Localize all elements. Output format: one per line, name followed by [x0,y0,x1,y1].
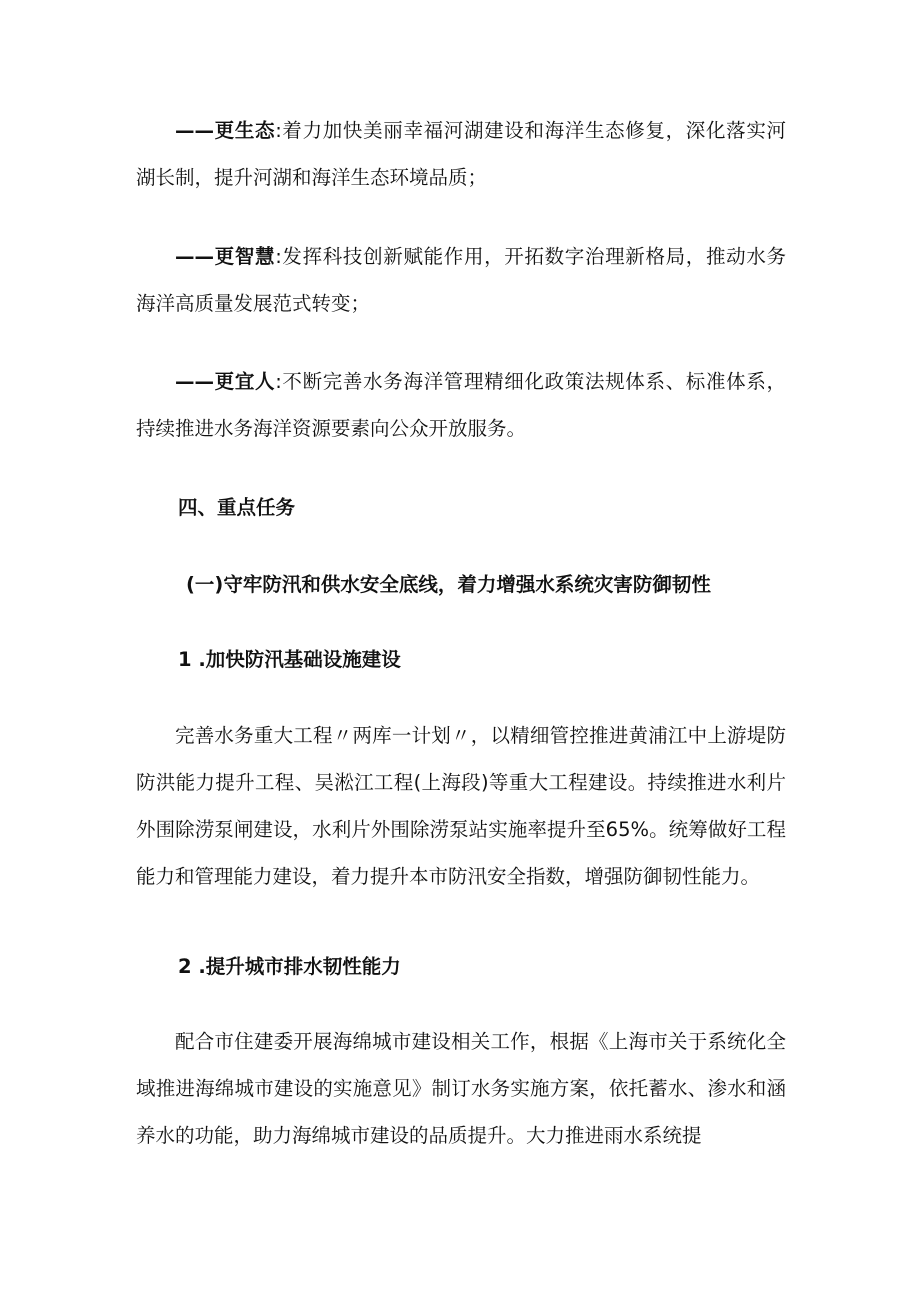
goal-lead: ——更生态 [175,119,276,142]
section-title: 四、重点任务 [178,496,296,519]
goal-paragraph-livable [136,358,786,452]
item-body: 配合市住建委开展海绵城市建设相关工作，根据《上海市关于系统化全域推进海绵城市建设的实施意见》制订水务实施方案，依托蓄水、渗水和涵养水的功能，助力海绵城市建设的品质提升。大力推进雨水系统提 [136,1030,786,1147]
goal-text: :着力加快美丽幸福河湖建设和海洋生态修复，深化落实河湖长制，提升河湖和海洋生态环境品质； [136,119,786,189]
item-title: 1 .加快防汛基础设施建设 [178,648,401,671]
goal-lead: ——更智慧 [175,245,276,268]
subsection-title: (一)守牢防汛和供水安全底线，着力增强水系统灾害防御韧性 [186,573,711,596]
item-body: 完善水务重大工程〃两库一计划〃，以精细管控推进黄浦江中上游堤防防洪能力提升工程、吴淞江工程(上海段)等重大工程建设。持续推进水利片外围除涝泵闸建设，水利片外围除涝泵站实施率提升至65%。统筹做好工程能力和管理能力建设，着力提升本市防汛安全指数，增强防御韧性能力。 [136,724,786,888]
goal-paragraph-ecology [136,107,786,201]
goal-text: :不断完善水务海洋管理精细化政策法规体系、标准体系，持续推进水务海洋资源要素向公众开放服务。 [136,370,786,440]
goal-text: :发挥科技创新赋能作用，开拓数字治理新格局，推动水务海洋高质量发展范式转变； [136,245,786,315]
goal-lead: ——更宜人 [175,370,276,393]
goal-paragraph-smart [136,233,786,327]
item-title: 2 .提升城市排水韧性能力 [178,955,401,978]
